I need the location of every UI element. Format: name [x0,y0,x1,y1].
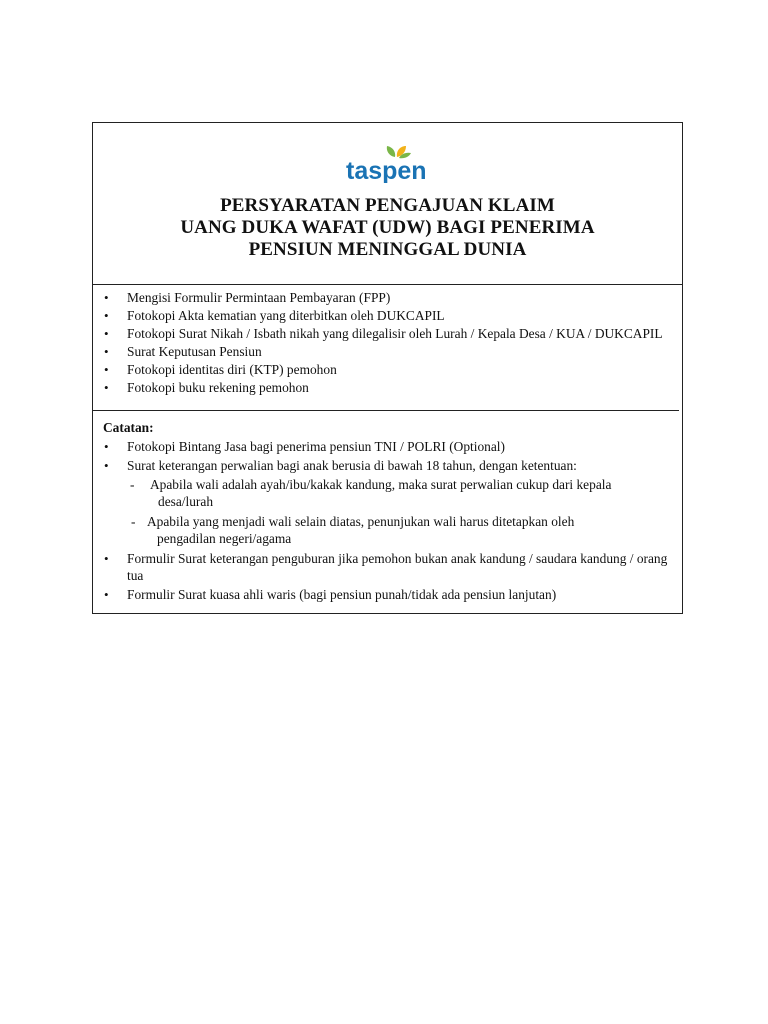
requirement-item: • Fotokopi identitas diri (KTP) pemohon [93,361,682,379]
sub-item-line: pengadilan negeri/agama [157,531,292,546]
note-item-guardianship [93,457,682,474]
document-box [92,122,683,614]
document-header [93,123,682,285]
notes-list [93,438,682,474]
note-sub-item [93,513,682,547]
sub-item-line: Apabila yang menjadi wali selain diatas, penunjukan wali harus ditetapkan oleh [147,514,575,529]
requirement-item: • Fotokopi Akta kematian yang diterbitkan oleh DUKCAPIL [93,307,682,325]
document-title [93,195,682,261]
logo-wordmark: taspen [346,157,427,183]
requirement-item: • Fotokopi Surat Nikah / Isbath nikah yang dilegalisir oleh Lurah / Kepala Desa / KUA / DUKCAPIL [93,325,682,343]
note-item: • Formulir Surat kuasa ahli waris (bagi pensiun punah/tidak ada pensiun lanjutan) [93,586,682,603]
requirement-item: • Fotokopi buku rekening pemohon [93,379,682,397]
title-line-3: PENSIUN MENINGGAL DUNIA [248,239,527,260]
sub-item-line: Apabila wali adalah ayah/ibu/kakak kandung, maka surat perwalian cukup dari kepala [150,477,612,492]
taspen-logo [345,143,435,183]
note-item: • Formulir Surat keterangan penguburan jika pemohon bukan anak kandung / saudara kandung / orang tua [93,550,682,584]
notes-list-continued [93,550,682,603]
title-line-1: PERSYARATAN PENGAJUAN KLAIM [220,195,555,216]
title-line-2: UANG DUKA WAFAT (UDW) BAGI PENERIMA [180,217,595,238]
section-divider [93,410,679,411]
sub-item-dash: - [131,514,136,529]
requirement-item: • Surat Keputusan Pensiun [93,343,682,361]
taspen-logo-mark [345,143,435,183]
sub-item-line: desa/lurah [158,494,214,509]
notes-title: Catatan: [103,420,154,435]
notes-section [93,419,682,605]
requirement-item: • Mengisi Formulir Permintaan Pembayaran (FPP) [93,289,682,307]
requirements-list [93,289,682,397]
note-item: • Fotokopi Bintang Jasa bagi penerima pensiun TNI / POLRI (Optional) [93,438,682,455]
note-sub-item [93,476,682,510]
requirements-section [93,285,682,397]
note-item-text: Surat keterangan perwalian bagi anak berusia di bawah 18 tahun, dengan ketentuan: [127,458,577,473]
sub-item-dash: - [130,477,135,492]
